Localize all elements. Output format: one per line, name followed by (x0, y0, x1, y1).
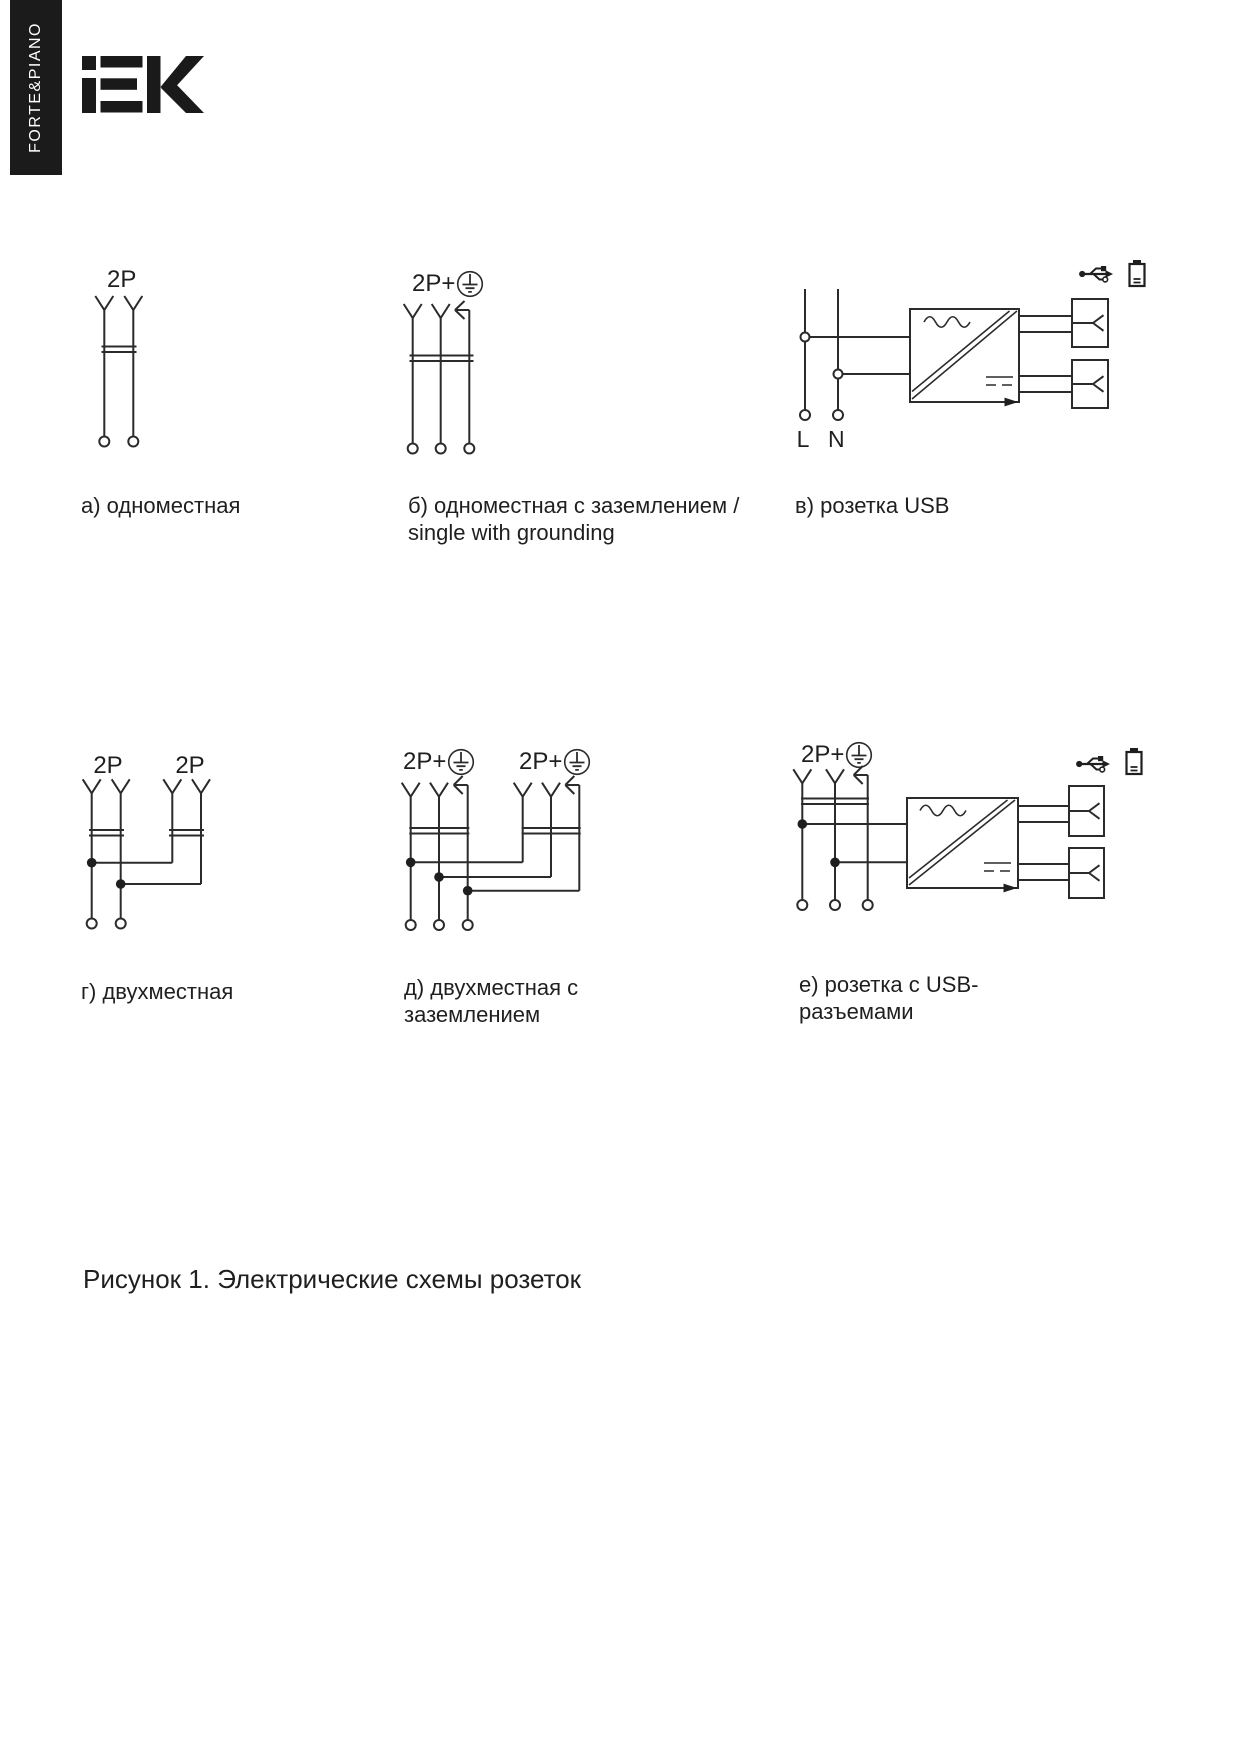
socket-contact-fork (95, 296, 113, 310)
series-sidebar (10, 0, 62, 175)
pole-count-label: 2P (93, 752, 123, 779)
usb-icon (1079, 266, 1113, 282)
terminal-circle (87, 919, 97, 929)
socket-contact-fork (542, 783, 560, 797)
terminal-circle (436, 444, 446, 454)
terminal-circle (408, 444, 418, 454)
terminal-circle (116, 919, 126, 929)
terminal-circle (464, 444, 474, 454)
earth-icon (456, 270, 484, 298)
socket-contact-fork (430, 783, 448, 797)
usb-port-box (1072, 360, 1108, 408)
terminal-circle (434, 920, 444, 930)
socket-contact-fork (112, 779, 130, 793)
ground-contact-arrow (454, 776, 468, 920)
diagram-a-art (80, 240, 210, 460)
neutral-label: N (828, 426, 845, 452)
usb-port-box (1072, 299, 1108, 347)
socket-contact-fork (432, 304, 450, 318)
figure-caption: Рисунок 1. Электрические схемы розеток (83, 1264, 582, 1294)
pole-count-label: 2P+ (412, 270, 484, 298)
ground-contact-arrow (854, 766, 868, 900)
diagram-usb-socket (790, 230, 1155, 460)
earth-icon (563, 748, 591, 776)
junction-dot (463, 886, 473, 896)
terminal-circle (830, 900, 840, 910)
socket-contact-fork (514, 783, 532, 797)
pole-count-label: 2P+ (519, 748, 591, 776)
caption-a: а) одноместная (81, 493, 241, 518)
pole-count-label: 2P (175, 752, 205, 779)
socket-contact-fork (163, 779, 181, 793)
socket-body-symbol (89, 830, 204, 836)
terminal-circle (128, 437, 138, 447)
socket-contact-fork (124, 296, 142, 310)
caption-f: е) розетка с USB- разъемами (799, 972, 979, 1024)
diagram-double-socket (80, 745, 230, 940)
diagram-single-grounded (360, 240, 540, 470)
series-label: FORTE&PIANO (27, 22, 44, 153)
usb-icon (1076, 756, 1110, 772)
diagram-c-art (790, 230, 1150, 455)
socket-body-symbol (102, 347, 137, 353)
socket-contact-fork (192, 779, 210, 793)
caption-b: б) одноместная с заземлением / single with grounding (408, 493, 740, 545)
pole-count-label: 2P+ (801, 741, 873, 769)
terminal-circle (99, 437, 109, 447)
junction-dot (434, 872, 444, 882)
ground-contact-arrow (455, 301, 469, 443)
junction-dot (87, 858, 97, 868)
earth-icon (845, 741, 873, 769)
junction-dot (116, 879, 126, 889)
socket-body-symbol (409, 828, 580, 834)
caption-d: г) двухместная (81, 979, 234, 1004)
terminal-circle (797, 900, 807, 910)
caption-e: д) двухместная с заземлением (404, 975, 579, 1027)
usb-port-box (1069, 848, 1104, 898)
battery-icon (1127, 748, 1142, 774)
terminal-circle (463, 920, 473, 930)
terminal-circle (863, 900, 873, 910)
tap-contact-circle (834, 370, 843, 379)
phase-label: L (796, 426, 810, 452)
socket-contact-fork (793, 769, 811, 783)
socket-contact-fork (402, 783, 420, 797)
ac-dc-converter-box (907, 798, 1018, 892)
diagram-socket-with-usb (790, 735, 1165, 945)
junction-dot (830, 858, 840, 868)
terminal-circle (833, 410, 843, 420)
pole-count-label: 2P (107, 266, 137, 293)
diagram-single-socket (80, 240, 220, 470)
diagram-double-grounded (395, 740, 615, 940)
pole-count-label: 2P+ (403, 748, 475, 776)
socket-contact-fork (83, 779, 101, 793)
tap-contact-circle (801, 333, 810, 342)
terminal-circle (406, 920, 416, 930)
junction-dot (406, 858, 416, 868)
iek-logo (82, 56, 204, 113)
socket-contact-fork (404, 304, 422, 318)
battery-icon (1130, 260, 1145, 286)
usb-port-box (1069, 786, 1104, 836)
terminal-circle (800, 410, 810, 420)
caption-c: в) розетка USB (795, 493, 950, 518)
earth-icon (447, 748, 475, 776)
junction-dot (798, 819, 808, 829)
ac-dc-converter-box (910, 309, 1019, 406)
socket-contact-fork (826, 769, 844, 783)
